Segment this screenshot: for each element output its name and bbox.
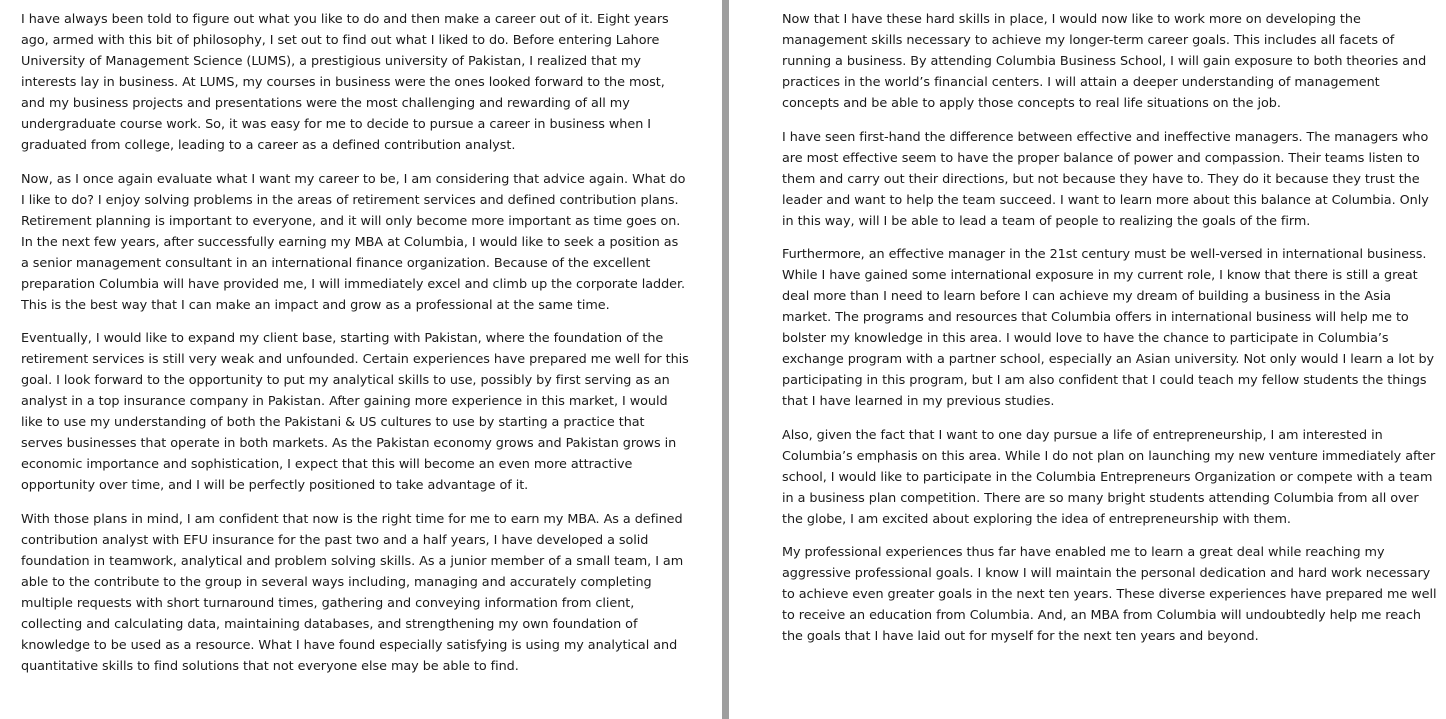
page-divider bbox=[722, 0, 729, 719]
paragraph: I have seen first-hand the difference between effective and ineffective managers. The managers who are most effective seem to have the proper balance of power and compassion. Their teams listen to them and carry out their directions, but not because they have to. They do it because they trust the leader and want to help the team succeed. I want to learn more about this balance at Columbia. Only in this way, will I be able to lead a team of people to realizing the goals of the firm. bbox=[782, 129, 1429, 229]
paragraph: Now that I have these hard skills in place, I would now like to work more on developing the management skills necessary to achieve my longer-term career goals. This includes all facets of running a business. By attending Columbia Business School, I will gain exposure to both theories and practices in the world’s financial centers. I will attain a deeper understanding of management concepts and be able to apply those concepts to real life situations on the job. bbox=[782, 12, 1427, 111]
paragraph: Now, as I once again evaluate what I want my career to be, I am considering that advice again. What do I like to do? I enjoy solving problems in the areas of retirement services and defined contribution plans. Retirement planning is important to everyone, and it will only become more important as time goes on. In the next few years, after successfully earning my MBA at Columbia, I would like to seek a position as a senior management consultant in an international finance organization. Because of the excellent preparation Columbia will have provided me, I will immediately excel and climb up the corporate ladder. This is the best way that I can make an impact and grow as a professional at the same time. bbox=[21, 171, 686, 313]
paragraph: My professional experiences thus far have enabled me to learn a great deal while reaching my aggressive professional goals. I know I will maintain the personal dedication and hard work necessary to achieve even greater goals in the next ten years. These diverse experiences have prepared me well to receive an education from Columbia. And, an MBA from Columbia will undoubtedly help me reach the goals that I have laid out for myself for the next ten years and beyond. bbox=[782, 545, 1437, 644]
left-page bbox=[0, 0, 722, 719]
right-page bbox=[730, 0, 1446, 719]
paragraph: I have always been told to figure out what you like to do and then make a career out of it. Eight years ago, armed with this bit of philosophy, I set out to find out what I liked to do. Before entering Lahore University of Management Science (LUMS), a prestigious university of Pakistan, I realized that my interests lay in business. At LUMS, my courses in business were the ones looked forward to the most, and my business projects and presentations were the most challenging and rewarding of all my undergraduate course work. So, it was easy for me to decide to pursue a career in business when I graduated from college, leading to a career as a defined contribution analyst. bbox=[21, 12, 669, 153]
paragraph: Furthermore, an effective manager in the 21st century must be well-versed in international business. While I have gained some international exposure in my current role, I know that there is still a great deal more than I need to learn before I can achieve my dream of building a business in the Asia market. The programs and resources that Columbia offers in international business will help me to bolster my knowledge in this area. I would love to have the chance to participate in Columbia’s exchange program with a partner school, especially an Asian university. Not only would I learn a lot by participating in this program, but I am also confident that I could teach my fellow students the things that I have learned in my previous studies. bbox=[782, 247, 1435, 409]
paragraph: Eventually, I would like to expand my client base, starting with Pakistan, where the foundation of the retirement services is still very weak and unfounded. Certain experiences have prepared me well for this goal. I look forward to the opportunity to put my analytical skills to use, possibly by first serving as an analyst in a top insurance company in Pakistan. After gaining more experience in this market, I would like to use my understanding of both the Pakistani & US cultures to use by starting a practice that serves businesses that operate in both markets. As the Pakistan economy grows and Pakistan grows in economic importance and sophistication, I expect that this will become an even more attractive opportunity over time, and I will be perfectly positioned to take advantage of it. bbox=[21, 331, 689, 493]
paragraph: Also, given the fact that I want to one day pursue a life of entrepreneurship, I am interested in Columbia’s emphasis on this area. While I do not plan on launching my new venture immediately after school, I would like to participate in the Columbia Entrepreneurs Organization or compete with a team in a business plan competition. There are so many bright students attending Columbia from all over the globe, I am excited about exploring the idea of entrepreneurship with them. bbox=[782, 427, 1436, 527]
paragraph: With those plans in mind, I am confident that now is the right time for me to earn my MBA. As a defined contribution analyst with EFU insurance for the past two and a half years, I have developed a solid foundation in teamwork, analytical and problem solving skills. As a junior member of a small team, I am able to the contribute to the group in several ways including, managing and accurately completing multiple requests with short turnaround times, gathering and conveying information from client, collecting and calculating data, maintaining databases, and strengthening my own foundation of knowledge to be used as a resource. What I have found especially satisfying is using my analytical and quantitative skills to find solutions that not everyone else may be able to find. bbox=[21, 511, 684, 674]
